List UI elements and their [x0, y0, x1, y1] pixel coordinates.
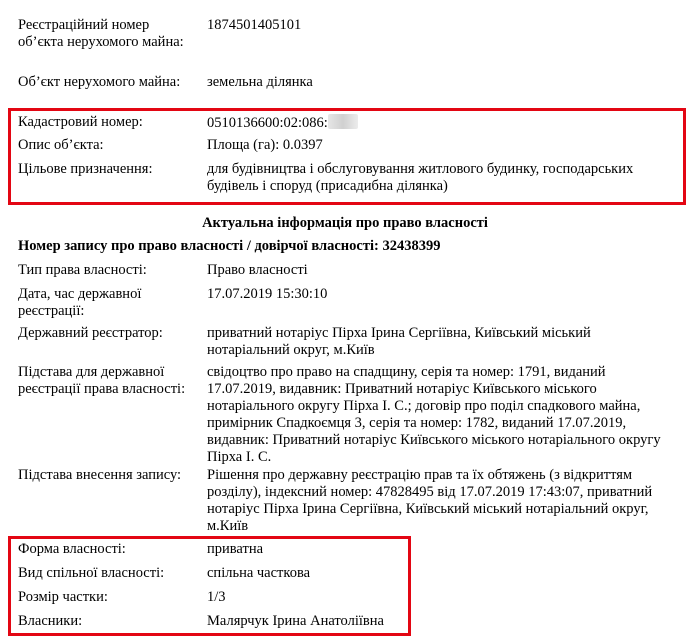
registration-basis-value: свідоцтво про право на спадщину, серія та номер: 1791, виданий 17.07.2019, видавник: Приватний нотаріус Київського міського нотаріального округу Пірха І. С.; договір про поділ спадкового майна, примірник Спадкоємця 3, серія та номер: 1782, виданий 17.07.2019, видавник: Приватний нотаріус Київського міського нотаріального округу Пірха І. С.: [207, 364, 661, 465]
purpose-value: для будівництва і обслуговування житлового будинку, господарських будівель і споруд (присадибна ділянка): [207, 161, 634, 194]
ownership-type-value: Право власності: [207, 262, 308, 278]
registrar-label: Державний реєстратор:: [18, 325, 163, 341]
cadastral-value: 0510136600:02:086:: [207, 115, 328, 131]
owners-label: Власники:: [18, 613, 83, 629]
registration-basis-label: Підстава для державної реєстрації права власності:: [18, 364, 186, 397]
description-value: Площа (га): 0.0397: [207, 137, 323, 153]
registration-date-label: Дата, час державної реєстрації:: [18, 286, 142, 319]
ownership-type-label: Тип права власності:: [18, 262, 147, 278]
reg-number-label: Реєстраційний номер об’єкта нерухомого майна:: [18, 17, 184, 50]
reg-number-value: 1874501405101: [207, 17, 302, 33]
section-title: Актуальна інформація про право власності: [202, 215, 488, 231]
object-label: Об’єкт нерухомого майна:: [18, 74, 181, 90]
description-label: Опис об’єкта:: [18, 137, 104, 153]
owners-value: Малярчук Ірина Анатоліївна: [207, 613, 384, 629]
share-size-value: 1/3: [207, 589, 226, 605]
redacted-blur: [328, 114, 358, 129]
record-basis-label: Підстава внесення запису:: [18, 467, 182, 483]
record-title: Номер запису про право власності / довірчої власності: 32438399: [18, 238, 441, 254]
record-basis-value: Рішення про державну реєстрацію прав та їх обтяжень (з відкриттям розділу), індексний номер: 47828495 від 17.07.2019 17:43:07, приватний нотаріус Пірха Ірина Сергіївна, Київський міський нотаріальний округ, м.Київ: [207, 467, 653, 534]
cadastral-label: Кадастровий номер:: [18, 114, 143, 130]
share-size-label: Розмір частки:: [18, 589, 108, 605]
joint-ownership-type-value: спільна часткова: [207, 565, 311, 581]
registration-date-value: 17.07.2019 15:30:10: [207, 286, 328, 302]
ownership-form-value: приватна: [207, 541, 264, 557]
ownership-form-label: Форма власності:: [18, 541, 126, 557]
registrar-value: приватний нотаріус Пірха Ірина Сергіївна, Київський міський нотаріальний округ, м.Київ: [207, 325, 591, 358]
purpose-label: Цільове призначення:: [18, 161, 153, 177]
joint-ownership-type-label: Вид спільної власності:: [18, 565, 165, 581]
object-value: земельна ділянка: [207, 74, 313, 90]
